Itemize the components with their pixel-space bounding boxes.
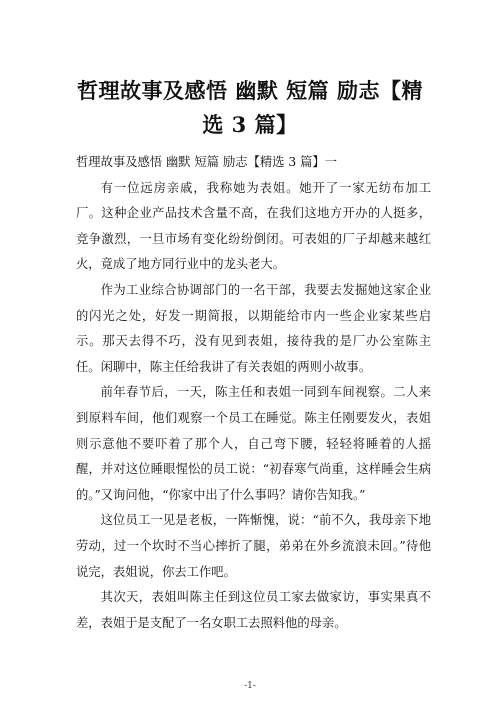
paragraph: 前年春节后，一天，陈主任和表姐一同到车间视察。二人来到原料车间，他们观察一个员工在睡觉。陈主任刚要发火，表姐则示意他不要吓着了那个人，自己弯下腰，轻轻将睡着的人摇醒，并对这位睡眼惺忪的员工说：“初春寒气尚重，这样睡会生病的。”又询问他，“你家中出了什么事吗？请你告知我。” [76, 385, 431, 502]
heading-line: 哲理故事及感悟 幽默 短篇 励志【精选 3 篇】一 [76, 155, 338, 169]
document-title: 哲理故事及感悟 幽默 短篇 励志【精选 3 篇】 [77, 78, 423, 137]
paragraph: 这位员工一见是老板，一阵惭愧，说：“前不久，我母亲下地劳动，过一个坎时不当心摔折了腿，弟弟在外乡流浪未回。”待他说完，表姐说，你去工作吧。 [76, 513, 431, 579]
paragraph: 有一位远房亲戚，我称她为表姐。她开了一家无纺布加工厂。这种企业产品技术含量不高，在我们这地方开办的人挺多，竞争激烈，一旦市场有变化纷纷倒闭。可表姐的厂子却越来越红火，竟成了地方同行业中的龙头老大。 [76, 180, 431, 272]
document-body [76, 150, 431, 636]
paragraph: 其次天，表姐叫陈主任到这位员工家去做家访，事实果真不差，表姐于是支配了一名女职工去照料他的母亲。 [76, 590, 431, 630]
paragraph: 作为工业综合协调部门的一名干部，我要去发掘她这家企业的闪光之处，好发一期简报，以期能给市内一些企业家某些启示。那天去得不巧，没有见到表姐，接待我的是厂办公室陈主任。闲聊中，陈主任给我讲了有关表姐的两则小故事。 [76, 282, 431, 374]
page-number: -1- [244, 681, 256, 691]
